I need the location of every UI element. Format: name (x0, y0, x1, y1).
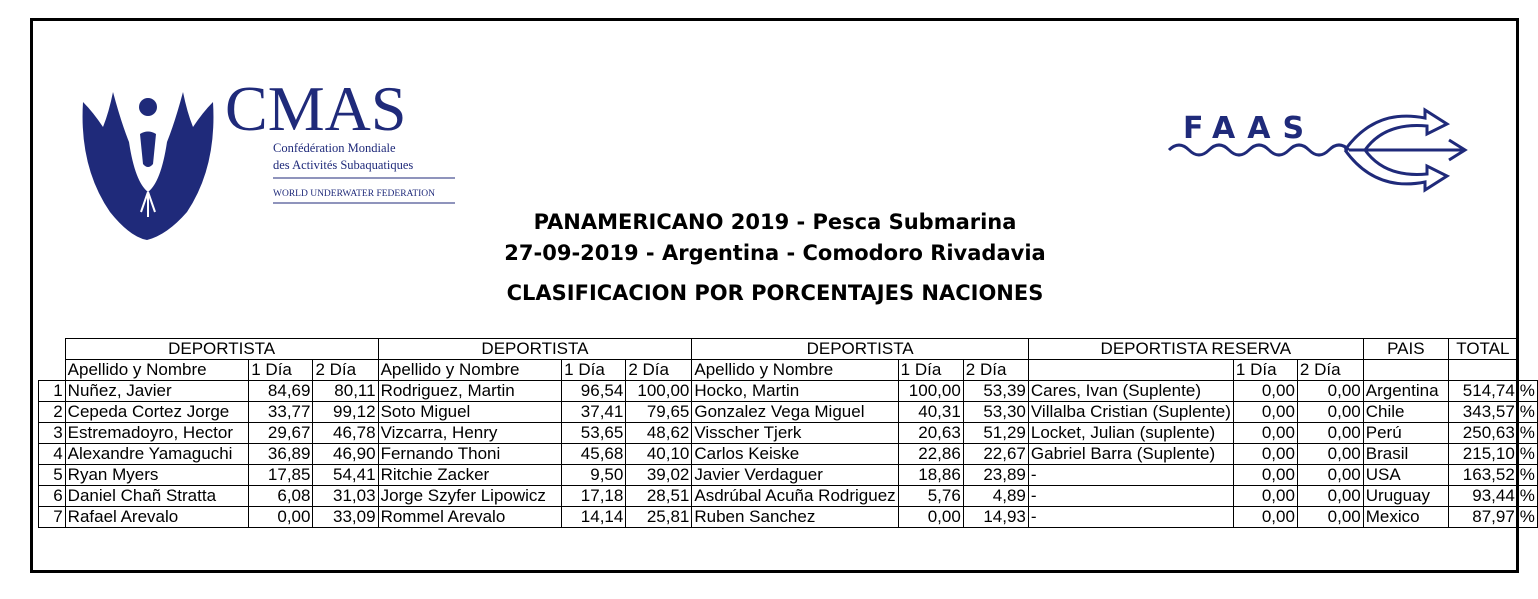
table-row (39, 465, 1538, 486)
athlete1-day2: 33,09 (313, 507, 378, 528)
reserve-name: - (1028, 507, 1233, 528)
athlete2-day1: 17,18 (562, 486, 626, 507)
total-cell: 163,52 (1448, 465, 1517, 486)
percent-sign: % (1517, 465, 1537, 486)
table-row (39, 402, 1538, 423)
rank-cell: 1 (39, 381, 66, 402)
cmas-line3: WORLD UNDERWATER FEDERATION (273, 189, 436, 199)
athlete2-name: Jorge Szyfer Lipowicz (378, 486, 562, 507)
header-reserva: DEPORTISTA RESERVA (1028, 339, 1363, 360)
mermaid-emblem-icon (83, 92, 214, 240)
country-cell: Argentina (1363, 381, 1448, 402)
header-deportista-3: DEPORTISTA (692, 339, 1029, 360)
subheader-day2-reserva: 2 Día (1297, 360, 1363, 381)
reserve-day1: 0,00 (1233, 402, 1297, 423)
subheader-name-1: Apellido y Nombre (65, 360, 249, 381)
athlete1-name: Estremadoyro, Hector (65, 423, 249, 444)
total-cell: 93,44 (1448, 486, 1517, 507)
athlete1-name: Cepeda Cortez Jorge (65, 402, 249, 423)
total-cell: 250,63 (1448, 423, 1517, 444)
athlete2-name: Fernando Thoni (378, 444, 562, 465)
athlete1-name: Nuñez, Javier (65, 381, 249, 402)
header-deportista-1: DEPORTISTA (65, 339, 378, 360)
reserve-name: Locket, Julian (suplente) (1028, 423, 1233, 444)
subheader-day2-3: 2 Día (963, 360, 1028, 381)
header-total: TOTAL (1448, 339, 1517, 360)
subheader-total (1448, 360, 1517, 381)
athlete2-day1: 45,68 (562, 444, 626, 465)
reserve-day1: 0,00 (1233, 507, 1297, 528)
athlete1-day2: 80,11 (313, 381, 378, 402)
percent-sign: % (1517, 507, 1537, 528)
athlete1-day2: 31,03 (313, 486, 378, 507)
reserve-day1: 0,00 (1233, 381, 1297, 402)
rank-cell: 6 (39, 486, 66, 507)
header-deportista-2: DEPORTISTA (378, 339, 692, 360)
athlete2-day2: 28,51 (626, 486, 692, 507)
sub-header-row (39, 360, 1538, 381)
athlete3-day2: 22,67 (963, 444, 1028, 465)
reserve-day2: 0,00 (1297, 465, 1363, 486)
cmas-line1: Confédération Mondiale (273, 141, 396, 155)
athlete3-name: Carlos Keiske (692, 444, 898, 465)
total-cell: 514,74 (1448, 381, 1517, 402)
subheader-day2-2: 2 Día (626, 360, 692, 381)
athlete3-name: Asdrúbal Acuña Rodriguez (692, 486, 898, 507)
faas-wordmark: FAAS (1183, 111, 1317, 146)
reserve-day1: 0,00 (1233, 486, 1297, 507)
rank-cell: 5 (39, 465, 66, 486)
title-event: PANAMERICANO 2019 - Pesca Submarina (533, 210, 1017, 234)
group-header-row (39, 339, 1538, 360)
reserve-name: Villalba Cristian (Suplente) (1028, 402, 1233, 423)
reserve-day2: 0,00 (1297, 486, 1363, 507)
country-cell: Mexico (1363, 507, 1448, 528)
reserve-day2: 0,00 (1297, 381, 1363, 402)
percent-sign: % (1517, 423, 1537, 444)
total-cell: 343,57 (1448, 402, 1517, 423)
subheader-day1-2: 1 Día (562, 360, 626, 381)
athlete1-day1: 36,89 (249, 444, 313, 465)
reserve-name: Gabriel Barra (Suplente) (1028, 444, 1233, 465)
athlete2-name: Ritchie Zacker (378, 465, 562, 486)
athlete1-name: Daniel Chañ Stratta (65, 486, 249, 507)
athlete3-day1: 22,86 (898, 444, 963, 465)
athlete3-day2: 4,89 (963, 486, 1028, 507)
table-row (39, 381, 1538, 402)
table-row (39, 507, 1538, 528)
athlete2-name: Rommel Arevalo (378, 507, 562, 528)
athlete2-name: Vizcarra, Henry (378, 423, 562, 444)
subheader-day1-1: 1 Día (249, 360, 313, 381)
rank-cell: 7 (39, 507, 66, 528)
reserve-day2: 0,00 (1297, 402, 1363, 423)
faas-logo (1165, 88, 1475, 198)
athlete2-day2: 39,02 (626, 465, 692, 486)
athlete1-day1: 17,85 (249, 465, 313, 486)
athlete1-day1: 6,08 (249, 486, 313, 507)
athlete3-day2: 23,89 (963, 465, 1028, 486)
athlete1-day1: 29,67 (249, 423, 313, 444)
table-row (39, 423, 1538, 444)
athlete2-name: Rodriguez, Martin (378, 381, 562, 402)
country-cell: Uruguay (1363, 486, 1448, 507)
athlete2-day1: 53,65 (562, 423, 626, 444)
athlete3-day1: 40,31 (898, 402, 963, 423)
reserve-day1: 0,00 (1233, 423, 1297, 444)
subheader-pais (1363, 360, 1448, 381)
reserve-day2: 0,00 (1297, 444, 1363, 465)
percent-sign: % (1517, 444, 1537, 465)
reserve-day2: 0,00 (1297, 423, 1363, 444)
country-cell: Chile (1363, 402, 1448, 423)
subheader-name-reserva (1028, 360, 1233, 381)
athlete2-day2: 40,10 (626, 444, 692, 465)
rank-cell: 4 (39, 444, 66, 465)
table-row (39, 444, 1538, 465)
subheader-day2-1: 2 Día (313, 360, 378, 381)
athlete3-day2: 51,29 (963, 423, 1028, 444)
country-cell: Perú (1363, 423, 1448, 444)
total-cell: 215,10 (1448, 444, 1517, 465)
athlete3-day2: 14,93 (963, 507, 1028, 528)
athlete3-day1: 20,63 (898, 423, 963, 444)
athlete1-day1: 0,00 (249, 507, 313, 528)
athlete3-name: Ruben Sanchez (692, 507, 898, 528)
athlete2-day1: 37,41 (562, 402, 626, 423)
athlete1-day2: 54,41 (313, 465, 378, 486)
athlete3-day2: 53,39 (963, 381, 1028, 402)
subheader-day1-3: 1 Día (898, 360, 963, 381)
table-row (39, 486, 1538, 507)
country-cell: Brasil (1363, 444, 1448, 465)
reserve-name: Cares, Ivan (Suplente) (1028, 381, 1233, 402)
reserve-day1: 0,00 (1233, 444, 1297, 465)
athlete3-name: Gonzalez Vega Miguel (692, 402, 898, 423)
athlete3-day1: 0,00 (898, 507, 963, 528)
athlete2-day2: 25,81 (626, 507, 692, 528)
athlete2-name: Soto Miguel (378, 402, 562, 423)
athlete3-day1: 5,76 (898, 486, 963, 507)
athlete2-day2: 100,00 (626, 381, 692, 402)
athlete3-day2: 53,30 (963, 402, 1028, 423)
athlete2-day2: 48,62 (626, 423, 692, 444)
athlete3-name: Javier Verdaguer (692, 465, 898, 486)
athlete3-name: Visscher Tjerk (692, 423, 898, 444)
subheader-name-2: Apellido y Nombre (378, 360, 562, 381)
athlete2-day2: 79,65 (626, 402, 692, 423)
title-classification: CLASIFICACION POR PORCENTAJES NACIONES (506, 281, 1044, 305)
results-table (38, 338, 1538, 528)
cmas-line2: des Activités Subaquatiques (273, 158, 414, 172)
athlete2-day1: 96,54 (562, 381, 626, 402)
reserve-day1: 0,00 (1233, 465, 1297, 486)
rank-cell: 3 (39, 423, 66, 444)
rank-cell: 2 (39, 402, 66, 423)
percent-sign: % (1517, 402, 1537, 423)
percent-sign: % (1517, 486, 1537, 507)
athlete1-name: Rafael Arevalo (65, 507, 249, 528)
athlete1-day2: 46,78 (313, 423, 378, 444)
athlete2-day1: 9,50 (562, 465, 626, 486)
subheader-day1-reserva: 1 Día (1233, 360, 1297, 381)
athlete1-name: Ryan Myers (65, 465, 249, 486)
athlete1-day2: 99,12 (313, 402, 378, 423)
reserve-name: - (1028, 486, 1233, 507)
athlete1-day1: 33,77 (249, 402, 313, 423)
reserve-name: - (1028, 465, 1233, 486)
country-cell: USA (1363, 465, 1448, 486)
athlete1-day1: 84,69 (249, 381, 313, 402)
athlete1-day2: 46,90 (313, 444, 378, 465)
header-pais: PAIS (1363, 339, 1448, 360)
athlete3-name: Hocko, Martin (692, 381, 898, 402)
athlete2-day1: 14,14 (562, 507, 626, 528)
reserve-day2: 0,00 (1297, 507, 1363, 528)
total-cell: 87,97 (1448, 507, 1517, 528)
title-date-place: 27-09-2019 - Argentina - Comodoro Rivadavia (504, 241, 1046, 265)
cmas-wordmark: CMAS (225, 73, 407, 144)
athlete3-day1: 100,00 (898, 381, 963, 402)
subheader-name-3: Apellido y Nombre (692, 360, 898, 381)
athlete3-day1: 18,86 (898, 465, 963, 486)
athlete1-name: Alexandre Yamaguchi (65, 444, 249, 465)
percent-sign: % (1517, 381, 1537, 402)
